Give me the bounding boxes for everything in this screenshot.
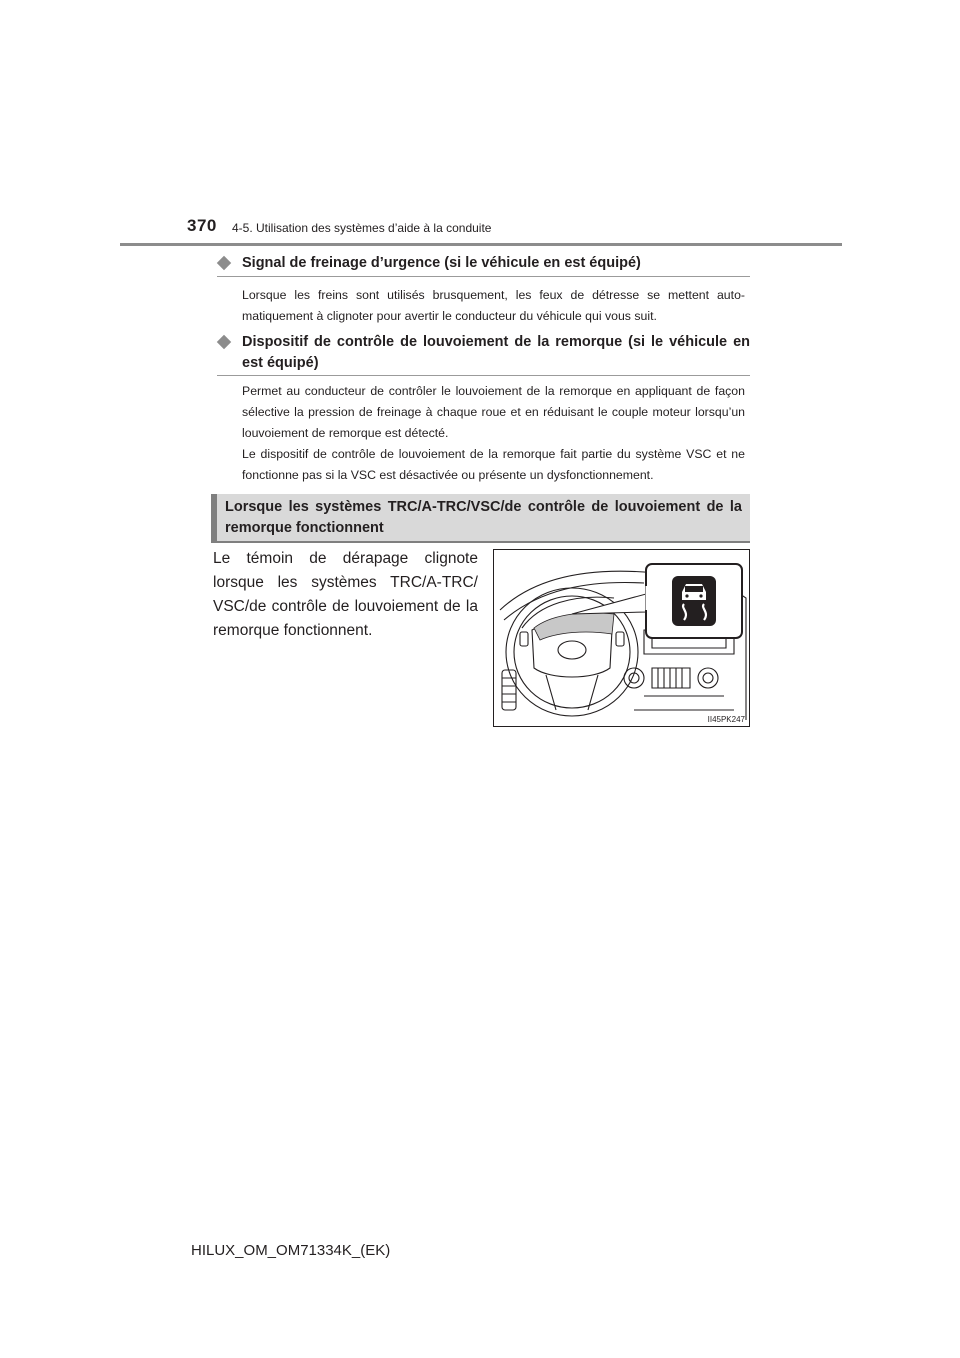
slip-indicator-icon (672, 576, 716, 626)
page-number: 370 (187, 216, 217, 235)
chapter-title: 4-5. Utilisation des systèmes d’aide à la conduite (232, 221, 492, 235)
section-heading-text: Dispositif de contrôle de louvoiement de la remorque (si le véhicule en est équipé) (242, 334, 750, 371)
paragraph: Permet au conducteur de contrôler le louvoiement de la remorque en appliquant de façon sélective la pression de freinage à chaque roue et en réduisant le couple moteur lorsqu’un louvoiement de remorque est détecté. (242, 384, 745, 440)
section-heading-emergency-brake-signal (217, 253, 750, 274)
footer-document-code: HILUX_OM_OM71334K_(EK) (191, 1242, 391, 1259)
box-heading-bar (211, 494, 217, 541)
header-rule (120, 243, 842, 246)
paragraph: Lorsque les freins sont utilisés brusquement, les feux de détresse se mettent auto-matiquement à clignoter pour avertir le conducteur du véhicule qui vous suit. (242, 288, 745, 323)
box-heading-text: Lorsque les systèmes TRC/A-TRC/VSC/de contrôle de louvoiement de la remorque fonctionnent (225, 499, 742, 536)
body-text: Le témoin de dérapage clignote lorsque les systèmes TRC/A-TRC/ VSC/de contrôle de louvoiement de la remorque fonctionnent. (213, 550, 478, 639)
figure-code: II45PK247 (707, 715, 745, 724)
section-heading-trailer-sway-control (217, 332, 750, 374)
paragraph: Le dispositif de contrôle de louvoiement de la remorque fait partie du système VSC et ne fonctionne pas si la VSC est désactivée ou présente un dysfonctionnement. (242, 447, 745, 482)
dashboard-drawing (494, 550, 750, 727)
section-rule (217, 276, 750, 277)
section-rule (217, 375, 750, 376)
dashboard-illustration (493, 549, 750, 727)
box-heading (211, 494, 750, 543)
section-heading-text: Signal de freinage d’urgence (si le véhicule en est équipé) (242, 255, 641, 271)
